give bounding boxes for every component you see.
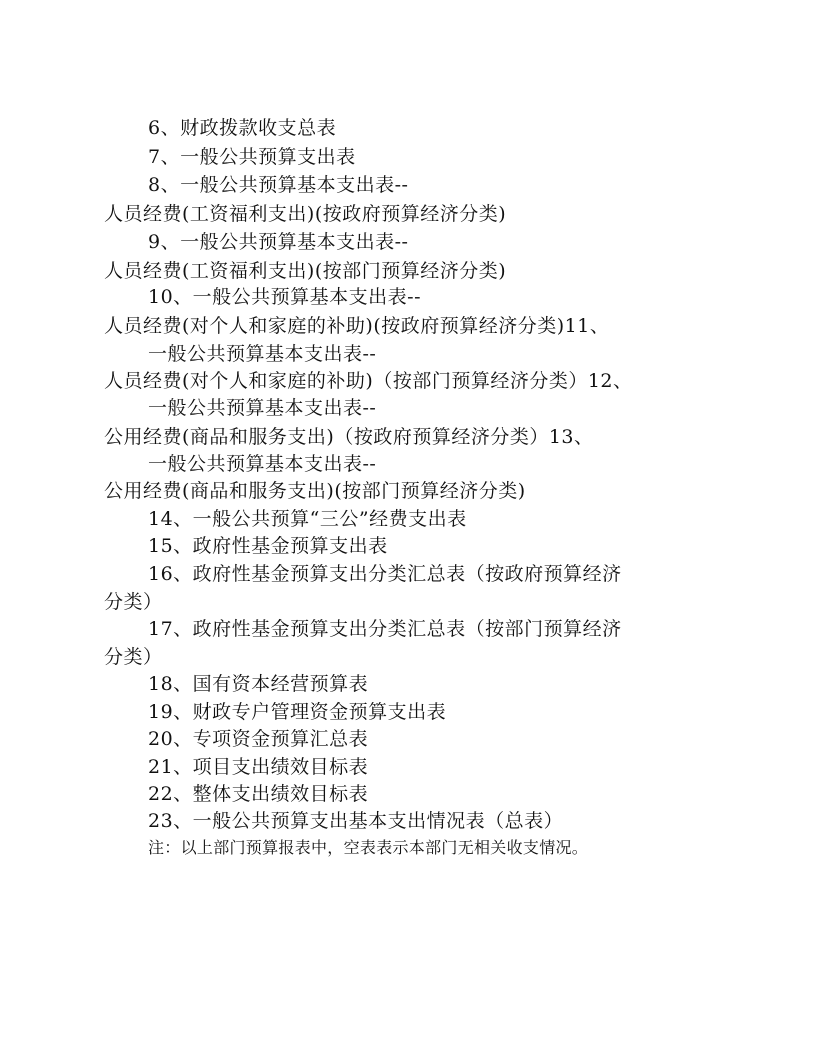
list-item: 8、一般公共预算基本支出表-- [148,174,409,196]
list-item: 23、一般公共预算支出基本支出情况表（总表） [148,810,564,832]
list-item: 7、一般公共预算支出表 [148,146,356,168]
list-item: 22、整体支出绩效目标表 [148,783,369,805]
list-item: 15、政府性基金预算支出表 [148,535,388,557]
list-item: 9、一般公共预算基本支出表-- [148,231,409,253]
list-item: 19、财政专户管理资金预算支出表 [148,701,447,723]
list-item: 10、一般公共预算基本支出表-- [148,286,422,308]
list-item: 16、政府性基金预算支出分类汇总表（按政府预算经济 [148,563,622,585]
list-item-continuation: 公用经费(商品和服务支出)(按部门预算经济分类) [104,480,526,502]
list-item: 一般公共预算基本支出表-- [148,343,377,365]
footnote: 注：以上部门预算报表中，空表表示本部门无相关收支情况。 [148,838,589,857]
list-item-continuation: 分类） [104,646,163,668]
list-item: 17、政府性基金预算支出分类汇总表（按部门预算经济 [148,618,622,640]
list-item: 21、项目支出绩效目标表 [148,756,369,778]
list-item-continuation: 分类） [104,591,163,613]
list-item: 14、一般公共预算“三公”经费支出表 [148,508,467,530]
list-item: 一般公共预算基本支出表-- [148,397,377,419]
list-item-continuation: 人员经费(工资福利支出)(按政府预算经济分类) [104,203,507,225]
list-item: 20、专项资金预算汇总表 [148,728,369,750]
list-item-continuation: 人员经费(对个人和家庭的补助)（按部门预算经济分类）12、 [104,370,633,392]
list-item: 18、国有资本经营预算表 [148,673,369,695]
list-item-continuation: 公用经费(商品和服务支出)（按政府预算经济分类）13、 [104,426,594,448]
list-item-continuation: 人员经费(对个人和家庭的补助)(按政府预算经济分类)11、 [104,315,610,337]
list-item-continuation: 人员经费(工资福利支出)(按部门预算经济分类) [104,260,507,282]
list-item: 一般公共预算基本支出表-- [148,453,377,475]
list-item: 6、财政拨款收支总表 [148,117,337,139]
